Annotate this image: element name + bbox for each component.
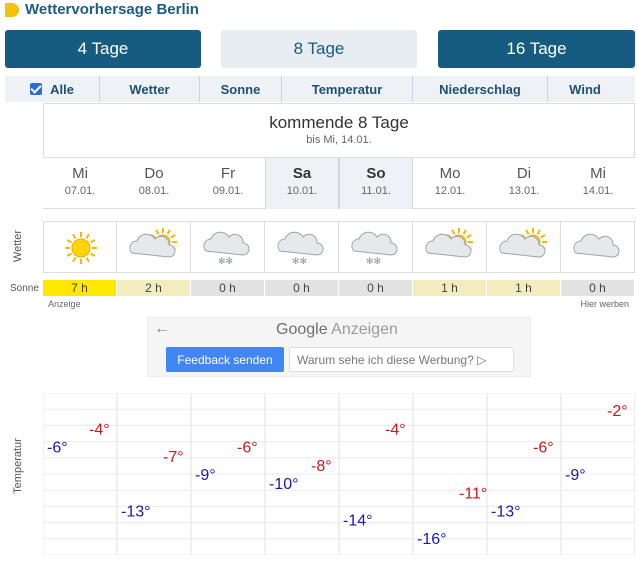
sun-hours-cell: 0 h xyxy=(265,280,338,296)
checkbox-icon[interactable] xyxy=(30,83,42,95)
filter-bar xyxy=(5,76,635,102)
tab-16-days[interactable]: 16 Tage xyxy=(438,30,635,68)
day-date: 10.01. xyxy=(286,185,318,197)
ads-label: Anzeigen xyxy=(331,321,398,338)
temperature-chart xyxy=(43,393,635,555)
svg-text:✻✻: ✻✻ xyxy=(292,256,308,266)
period-subtitle: bis Mi, 14.01. xyxy=(306,134,372,146)
day-column xyxy=(487,158,561,209)
day-name: Do xyxy=(144,165,164,182)
tab-4-days[interactable]: 4 Tage xyxy=(5,30,201,68)
day-name: So xyxy=(366,165,386,182)
min-temp-label: -9° xyxy=(565,467,586,484)
day-column xyxy=(191,158,265,209)
advertise-link[interactable]: Hier werben xyxy=(580,299,629,309)
min-temp-label: -10° xyxy=(269,476,299,494)
sun-hours-cell: 0 h xyxy=(191,280,264,296)
snow-cloud-icon xyxy=(265,222,338,273)
day-name: Mi xyxy=(590,165,606,182)
max-temp-label: -8° xyxy=(311,457,332,475)
ad-label: Anzeige xyxy=(48,299,81,309)
day-date: 09.01. xyxy=(212,185,244,197)
filter-temperatur[interactable]: Temperatur xyxy=(282,76,413,102)
sun-row-label: Sonne xyxy=(10,283,39,294)
ad-feedback-box xyxy=(147,317,531,377)
sunshine-hours-row xyxy=(43,280,635,296)
max-temp-label: -6° xyxy=(533,439,554,457)
day-date: 08.01. xyxy=(138,185,170,197)
weather-cell xyxy=(487,222,561,273)
weather-cell xyxy=(561,222,635,273)
period-title: kommende 8 Tage xyxy=(269,113,409,132)
tab-8-days[interactable]: 8 Tage xyxy=(221,30,417,68)
page-header xyxy=(0,0,637,22)
day-column-weekend xyxy=(339,158,413,209)
sun-hours-cell: 7 h xyxy=(43,280,116,296)
feedback-button[interactable]: Feedback senden xyxy=(166,347,284,372)
weather-cell xyxy=(413,222,487,273)
weather-cell xyxy=(43,222,117,273)
min-temp-label: -13° xyxy=(121,503,151,521)
temp-row-label: Temperatur xyxy=(11,438,24,494)
day-column xyxy=(43,158,117,209)
day-name: Sa xyxy=(292,165,312,182)
weather-icon-row xyxy=(43,221,635,273)
day-header-row xyxy=(43,157,635,209)
filter-wind[interactable]: Wind xyxy=(569,81,601,97)
weather-row-label: Wetter xyxy=(12,229,25,263)
day-column-weekend xyxy=(265,158,339,209)
min-temp-label: -13° xyxy=(491,503,521,521)
day-name: Mo xyxy=(439,165,461,182)
max-temp-label: -11° xyxy=(459,485,488,503)
google-label: Google xyxy=(276,321,328,338)
max-temp-label: -2° xyxy=(607,403,628,421)
day-column xyxy=(117,158,191,209)
day-name: Mi xyxy=(72,165,88,182)
max-temp-label: -7° xyxy=(163,448,184,466)
sun-hours-cell: 1 h xyxy=(413,280,486,296)
max-temp-label: -6° xyxy=(237,439,258,457)
day-date: 14.01. xyxy=(582,185,614,197)
day-date: 11.01. xyxy=(361,185,391,197)
sun-hours-cell: 2 h xyxy=(117,280,190,296)
day-date: 12.01. xyxy=(434,185,466,197)
min-temp-label: -6° xyxy=(47,439,68,457)
page-title: Wettervorhersage Berlin xyxy=(25,1,199,18)
filter-all-label: Alle xyxy=(50,81,74,97)
weather-cell xyxy=(265,222,339,273)
filter-wetter[interactable]: Wetter xyxy=(100,76,200,102)
day-date: 13.01. xyxy=(508,185,540,197)
filter-sonne[interactable]: Sonne xyxy=(200,76,282,102)
partly-cloudy-icon xyxy=(413,222,486,273)
min-temp-label: -16° xyxy=(417,530,447,548)
weather-cell xyxy=(117,222,191,273)
partly-cloudy-icon xyxy=(117,222,190,273)
day-name: Di xyxy=(516,165,532,182)
sun-hours-cell: 0 h xyxy=(561,280,634,296)
forecast-range-tabs xyxy=(5,30,635,68)
min-temp-label: -9° xyxy=(195,467,216,484)
day-name: Fr xyxy=(220,165,236,182)
period-header xyxy=(43,103,635,157)
why-this-ad-button[interactable]: Warum sehe ich diese Werbung? ▷ xyxy=(289,347,514,372)
logo-icon xyxy=(5,3,19,17)
weather-cell xyxy=(339,222,413,273)
min-temp-label: -14° xyxy=(343,512,373,530)
svg-text:✻✻: ✻✻ xyxy=(218,256,234,266)
filter-all[interactable] xyxy=(5,76,100,102)
svg-text:✻✻: ✻✻ xyxy=(366,256,382,266)
max-temp-label: -4° xyxy=(89,421,110,439)
partly-cloudy-icon xyxy=(487,222,560,273)
filter-niederschlag[interactable]: Niederschlag xyxy=(413,76,548,102)
max-temp-label: -4° xyxy=(385,421,406,439)
weather-cell xyxy=(191,222,265,273)
snow-cloud-icon xyxy=(339,222,412,273)
day-date: 07.01. xyxy=(64,185,96,197)
sun-hours-cell: 0 h xyxy=(339,280,412,296)
sun-hours-cell: 1 h xyxy=(487,280,560,296)
cloud-icon xyxy=(561,222,634,273)
back-arrow-icon[interactable]: ← xyxy=(154,320,170,337)
day-column xyxy=(561,158,635,209)
sun-icon xyxy=(44,222,116,273)
day-column xyxy=(413,158,487,209)
snow-cloud-icon xyxy=(191,222,264,273)
google-ads-label xyxy=(276,321,398,339)
